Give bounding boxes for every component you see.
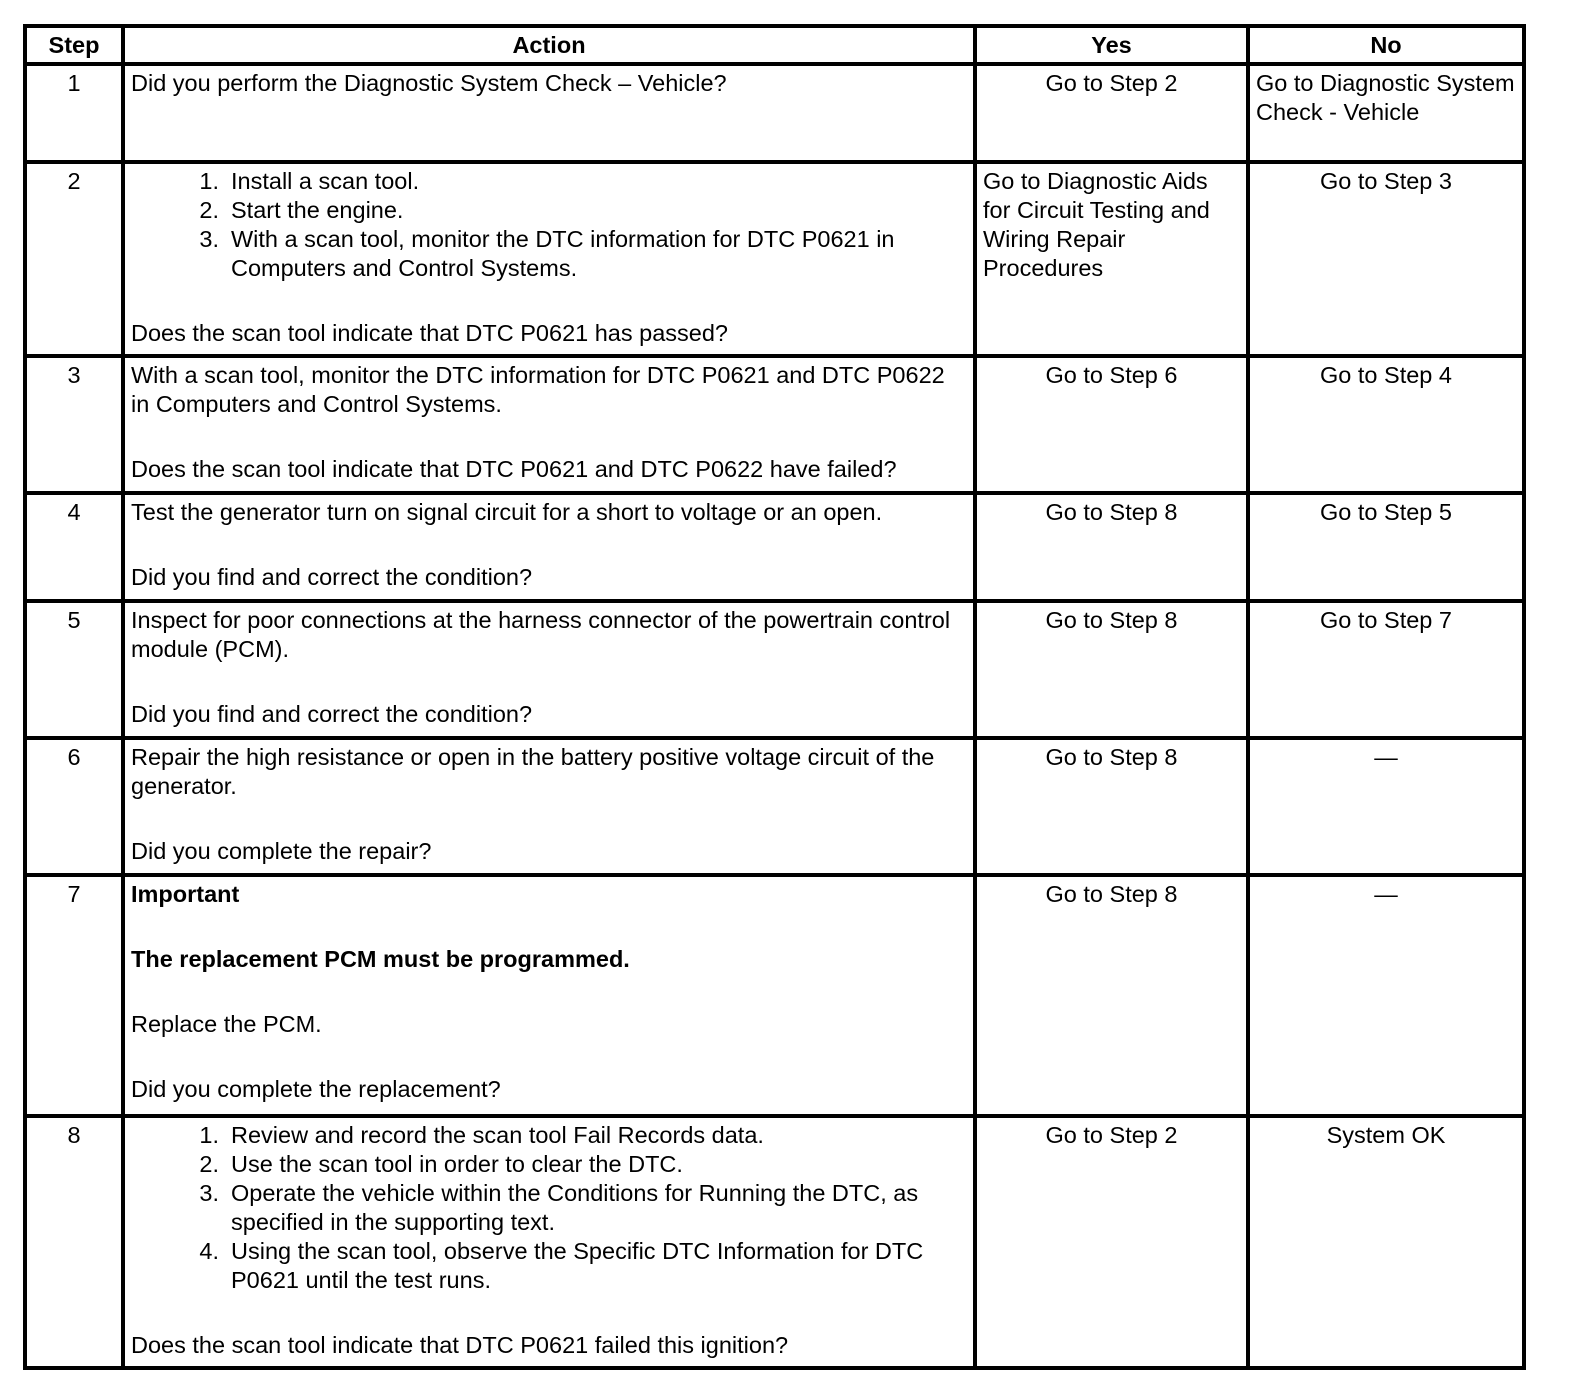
step-number: 5 xyxy=(25,601,123,738)
table-row xyxy=(25,601,1524,738)
action-text: Repair the high resistance or open in the battery positive voltage circuit of the generator. xyxy=(131,744,935,799)
list-item: 3. With a scan tool, monitor the DTC information for DTC P0621 in Computers and Control Systems. xyxy=(199,226,895,281)
table-row xyxy=(25,738,1524,875)
step-number: 8 xyxy=(25,1116,123,1368)
action-question: Does the scan tool indicate that DTC P0621 failed this ignition? xyxy=(131,1332,789,1358)
action-cell xyxy=(123,64,975,162)
list-item: 4. Using the scan tool, observe the Specific DTC Information for DTC P0621 until the test runs. xyxy=(199,1238,924,1293)
action-steps-list xyxy=(131,1121,967,1295)
no-cell: Go to Step 3 xyxy=(1248,162,1524,356)
action-cell xyxy=(123,875,975,1116)
action-question: Does the scan tool indicate that DTC P0621 has passed? xyxy=(131,320,729,346)
header-no: No xyxy=(1248,26,1524,64)
no-cell: Go to Diagnostic System Check - Vehicle xyxy=(1248,64,1524,162)
diagnostic-table xyxy=(23,24,1526,1370)
no-cell: Go to Step 5 xyxy=(1248,493,1524,601)
table-row xyxy=(25,875,1524,1116)
action-cell xyxy=(123,601,975,738)
list-item: 3. Operate the vehicle within the Conditions for Running the DTC, as specified in the supporting text. xyxy=(199,1180,919,1235)
action-text: Replace the PCM. xyxy=(131,1011,322,1037)
list-item: 1. Review and record the scan tool Fail Records data. xyxy=(199,1122,764,1148)
yes-cell: Go to Step 2 xyxy=(975,64,1248,162)
action-cell xyxy=(123,162,975,356)
step-number: 4 xyxy=(25,493,123,601)
table-row xyxy=(25,64,1524,162)
action-cell xyxy=(123,1116,975,1368)
action-text: Did you perform the Diagnostic System Check – Vehicle? xyxy=(131,70,727,96)
action-cell xyxy=(123,493,975,601)
yes-cell: Go to Step 2 xyxy=(975,1116,1248,1368)
header-step: Step xyxy=(25,26,123,64)
important-text: The replacement PCM must be programmed. xyxy=(131,946,630,972)
no-cell: Go to Step 4 xyxy=(1248,356,1524,493)
yes-cell: Go to Step 8 xyxy=(975,601,1248,738)
header-row xyxy=(25,26,1524,64)
step-number: 1 xyxy=(25,64,123,162)
action-question: Did you find and correct the condition? xyxy=(131,564,533,590)
yes-cell: Go to Diagnostic Aids for Circuit Testing and Wiring Repair Procedures xyxy=(975,162,1248,356)
yes-cell: Go to Step 8 xyxy=(975,493,1248,601)
action-question: Did you complete the replacement? xyxy=(131,1076,501,1102)
table-row xyxy=(25,162,1524,356)
step-number: 7 xyxy=(25,875,123,1116)
step-number: 6 xyxy=(25,738,123,875)
action-question: Did you complete the repair? xyxy=(131,838,432,864)
yes-cell: Go to Step 8 xyxy=(975,875,1248,1116)
table-row xyxy=(25,1116,1524,1368)
header-yes: Yes xyxy=(975,26,1248,64)
list-item: 1. Install a scan tool. xyxy=(199,168,420,194)
step-number: 2 xyxy=(25,162,123,356)
no-cell: — xyxy=(1248,738,1524,875)
action-text: With a scan tool, monitor the DTC information for DTC P0621 and DTC P0622 in Computers and Control Systems. xyxy=(131,362,945,417)
important-label: Important xyxy=(131,881,240,907)
no-cell: — xyxy=(1248,875,1524,1116)
header-action: Action xyxy=(123,26,975,64)
no-cell: System OK xyxy=(1248,1116,1524,1368)
yes-cell: Go to Step 6 xyxy=(975,356,1248,493)
action-cell xyxy=(123,356,975,493)
diagnostic-table-container xyxy=(23,24,1526,1370)
step-number: 3 xyxy=(25,356,123,493)
action-cell xyxy=(123,738,975,875)
table-row xyxy=(25,356,1524,493)
action-question: Does the scan tool indicate that DTC P0621 and DTC P0622 have failed? xyxy=(131,456,897,482)
yes-cell: Go to Step 8 xyxy=(975,738,1248,875)
action-question: Did you find and correct the condition? xyxy=(131,701,533,727)
list-item: 2. Start the engine. xyxy=(199,197,404,223)
action-text: Inspect for poor connections at the harness connector of the powertrain control module (PCM). xyxy=(131,607,951,662)
list-item: 2. Use the scan tool in order to clear the DTC. xyxy=(199,1151,683,1177)
table-row xyxy=(25,493,1524,601)
action-text: Test the generator turn on signal circuit for a short to voltage or an open. xyxy=(131,499,883,525)
no-cell: Go to Step 7 xyxy=(1248,601,1524,738)
action-steps-list xyxy=(131,167,967,283)
